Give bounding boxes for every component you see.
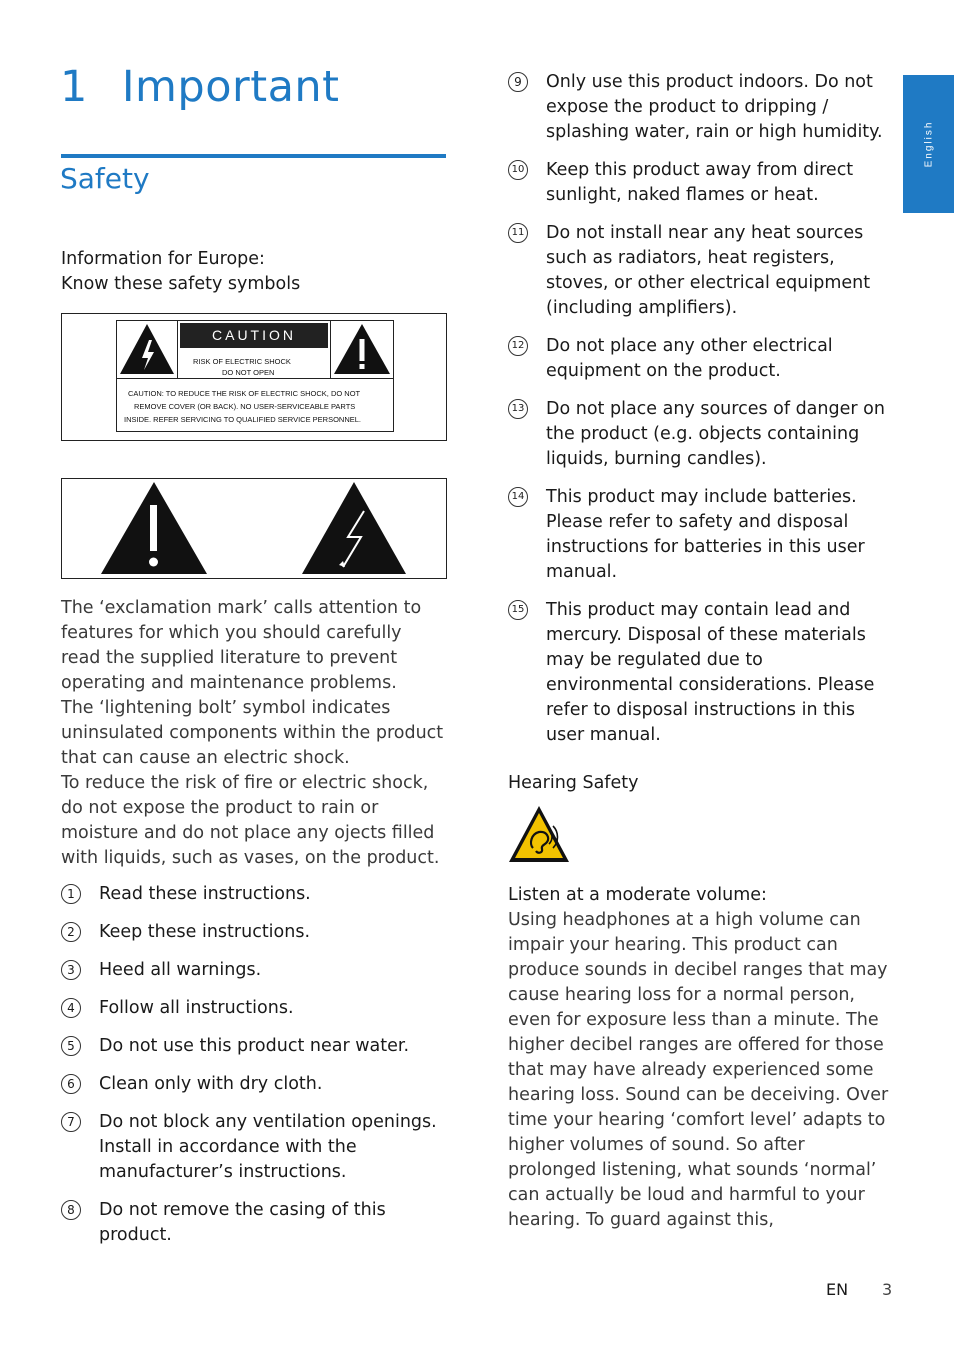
lightning-bolt-icon — [118, 322, 176, 376]
symbols-explanation — [61, 596, 446, 871]
caution-label-divider — [116, 378, 394, 379]
section-divider — [61, 154, 446, 158]
caution-risk-line-2: DO NOT OPEN — [222, 368, 275, 377]
item-number: 11 — [508, 223, 528, 243]
item-number: 6 — [61, 1074, 81, 1094]
item-number: 2 — [61, 922, 81, 942]
fire-risk-explanation: To reduce the risk of fire or electric shock, do not expose the product to rain or moisture and do not place any ojects filled with liquids, such as vases, on the product. — [61, 773, 440, 868]
item-text: Do not install near any heat sources such as radiators, heat registers, stoves, or other electrical equipment (including amplifiers). — [546, 223, 871, 318]
item-text: Keep these instructions. — [99, 922, 311, 942]
intro-text — [61, 247, 300, 297]
item-text: Read these instructions. — [99, 884, 311, 904]
intro-line-2: Know these safety symbols — [61, 274, 301, 294]
hearing-subtitle: Listen at a moderate volume: — [508, 885, 767, 905]
intro-line-1: Information for Europe: — [61, 249, 265, 269]
hearing-warning-icon — [507, 804, 571, 864]
lightning-bolt-icon — [301, 481, 407, 575]
exclamation-mark-icon — [332, 322, 392, 376]
language-side-tab — [903, 75, 954, 213]
item-number: 1 — [61, 884, 81, 904]
item-number: 3 — [61, 960, 81, 980]
list-item — [61, 996, 446, 1021]
item-text: Do not place any other electrical equipment on the product. — [546, 336, 833, 381]
item-number: 14 — [508, 487, 528, 507]
page-number: 3 — [882, 1280, 893, 1299]
list-item — [61, 920, 446, 945]
item-text: Do not block any ventilation openings. Install in accordance with the manufacturer’s instructions. — [99, 1112, 437, 1182]
instruction-list-left — [61, 882, 446, 1261]
item-text: Only use this product indoors. Do not expose the product to dripping / splashing water, rain or high humidity. — [546, 72, 883, 142]
item-text: Keep this product away from direct sunlight, naked flames or heat. — [546, 160, 854, 205]
list-item — [61, 1198, 446, 1248]
item-number: 8 — [61, 1200, 81, 1220]
list-item — [508, 598, 893, 748]
exclamation-explanation: The ‘exclamation mark’ calls attention to features for which you should carefully read the supplied literature to prevent operating and maintenance problems. — [61, 598, 422, 693]
caution-risk-line-1: RISK OF ELECTRIC SHOCK — [193, 357, 291, 366]
item-number: 7 — [61, 1112, 81, 1132]
chapter-title-text: Important — [121, 62, 340, 112]
section-title: Safety — [60, 162, 150, 195]
hearing-safety-title: Hearing Safety — [508, 773, 639, 793]
caution-label-divider-left — [177, 320, 178, 378]
item-text: Do not place any sources of danger on the product (e.g. objects containing liquids, burning candles). — [546, 399, 885, 469]
item-text: Follow all instructions. — [99, 998, 294, 1018]
chapter-title — [60, 62, 340, 112]
list-item — [508, 485, 893, 585]
item-number: 12 — [508, 336, 528, 356]
list-item — [508, 70, 893, 145]
item-text: Do not use this product near water. — [99, 1036, 410, 1056]
list-item — [508, 397, 893, 472]
item-number: 4 — [61, 998, 81, 1018]
item-number: 10 — [508, 160, 528, 180]
list-item — [61, 1072, 446, 1097]
lightning-explanation: The ‘lightening bolt’ symbol indicates uninsulated components within the product that can cause an electric shock. — [61, 698, 444, 768]
item-number: 13 — [508, 399, 528, 419]
list-item — [508, 334, 893, 384]
instruction-list-right — [508, 70, 893, 761]
list-item — [508, 221, 893, 321]
item-number: 5 — [61, 1036, 81, 1056]
caution-header: CAUTION — [180, 323, 328, 348]
caution-warning-line-2: REMOVE COVER (OR BACK). NO USER-SERVICEABLE PARTS — [134, 402, 356, 411]
list-item — [61, 1034, 446, 1059]
caution-label-divider-right — [330, 320, 331, 378]
list-item — [61, 1110, 446, 1185]
footer-language: EN — [826, 1280, 849, 1299]
item-text: Clean only with dry cloth. — [99, 1074, 323, 1094]
list-item — [61, 882, 446, 907]
item-text: This product may include batteries. Please refer to safety and disposal instructions for batteries in this user manual. — [546, 487, 865, 582]
language-side-tab-label: English — [923, 120, 934, 168]
item-text: This product may contain lead and mercury. Disposal of these materials may be regulated due to environmental considerations. Please refer to disposal instructions in this user manual. — [546, 600, 875, 745]
item-text: Heed all warnings. — [99, 960, 262, 980]
exclamation-mark-icon — [100, 481, 208, 575]
chapter-number: 1 — [60, 62, 88, 112]
item-number: 9 — [508, 72, 528, 92]
hearing-body: Using headphones at a high volume can impair your hearing. This product can produce sounds in decibel ranges that may cause hearing loss for a normal person, even for exposure less than a minute. The higher decibel ranges are offered for those that may have already experienced some hearing loss. Sound can be deceiving. Over time your hearing ‘comfort level’ adapts to higher volumes of sound. So after prolonged listening, what sounds ‘normal’ can actually be loud and harmful to your hearing. To guard against this, — [508, 910, 889, 1230]
caution-warning-line-3: INSIDE. REFER SERVICING TO QUALIFIED SERVICE PERSONNEL. — [124, 415, 362, 424]
caution-warning-line-1: CAUTION: TO REDUCE THE RISK OF ELECTRIC SHOCK, DO NOT — [128, 389, 361, 398]
item-number: 15 — [508, 600, 528, 620]
list-item — [61, 958, 446, 983]
list-item — [508, 158, 893, 208]
item-text: Do not remove the casing of this product. — [99, 1200, 386, 1245]
